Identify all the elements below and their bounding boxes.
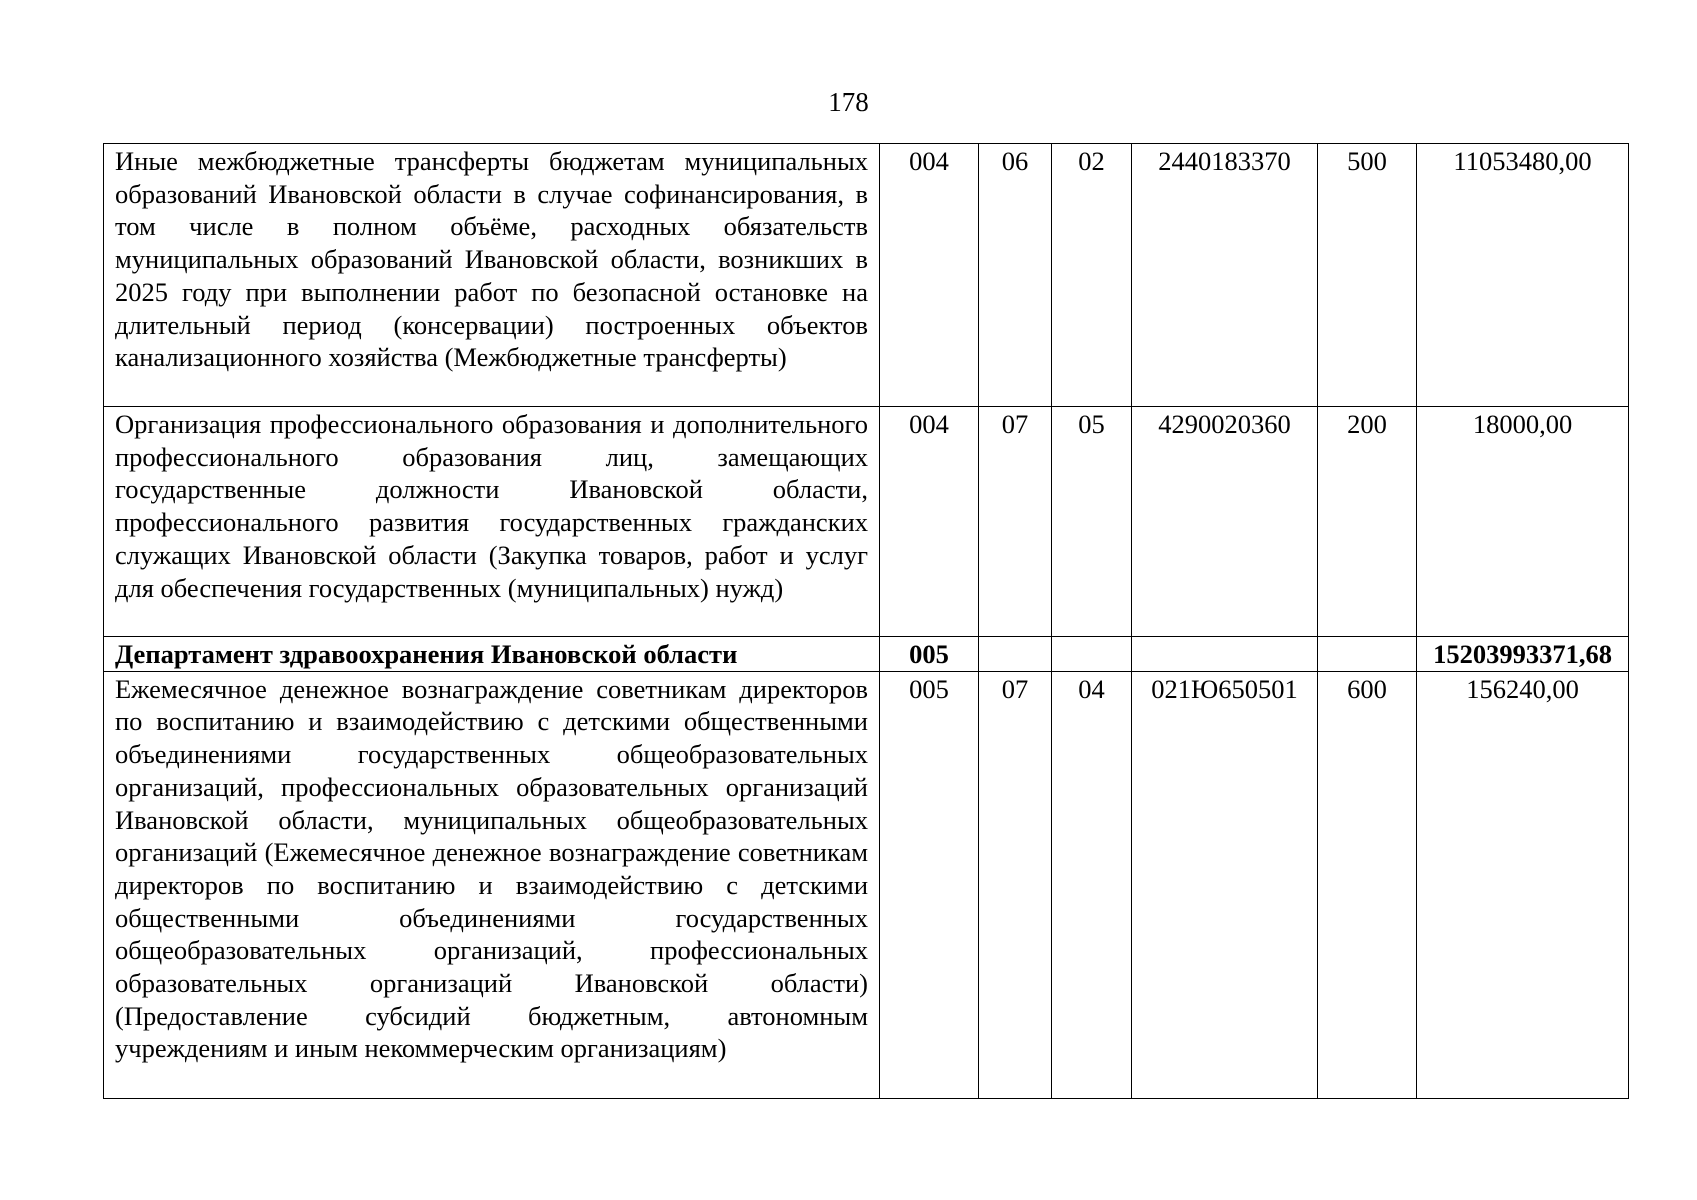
row-ministry-code: 004	[880, 407, 979, 637]
row-ministry-code: 005	[880, 671, 979, 1098]
row-name: Организация профессионального образования и дополнительного профессионального образования лиц, замещающих государственные должности Ивановской области, профессионального развития государственных гражданских служащих Ивановской области (Закупка товаров, работ и услуг для обеспечения государственных (муниципальных) нужд)	[104, 407, 880, 637]
row-expense-type: 200	[1318, 407, 1417, 637]
row-ministry-code: 004	[880, 144, 979, 407]
row-section-code: 07	[979, 671, 1052, 1098]
row-subsection-code: 02	[1052, 144, 1132, 407]
row-expense-type: 600	[1318, 671, 1417, 1098]
row-subsection-code: 04	[1052, 671, 1132, 1098]
row-expense-type	[1318, 637, 1417, 672]
table-row	[104, 407, 1629, 637]
row-subsection-code: 05	[1052, 407, 1132, 637]
row-target-article: 4290020360	[1132, 407, 1318, 637]
table-row	[104, 671, 1629, 1098]
row-expense-type: 500	[1318, 144, 1417, 407]
row-section-code: 07	[979, 407, 1052, 637]
row-target-article: 2440183370	[1132, 144, 1318, 407]
row-ministry-code: 005	[880, 637, 979, 672]
row-target-article: 021Ю650501	[1132, 671, 1318, 1098]
table-row	[104, 144, 1629, 407]
row-name: Иные межбюджетные трансферты бюджетам муниципальных образований Ивановской области в случае софинансирования, в том числе в полном объёме, расходных обязательств муниципальных образований Ивановской области, возникших в 2025 году при выполнении работ по безопасной остановке на длительный период (консервации) построенных объектов канализационного хозяйства (Межбюджетные трансферты)	[104, 144, 880, 407]
row-amount: 11053480,00	[1417, 144, 1629, 407]
row-section-code: 06	[979, 144, 1052, 407]
page-number: 178	[828, 87, 869, 117]
row-amount: 15203993371,68	[1417, 637, 1629, 672]
row-name: Департамент здравоохранения Ивановской области	[104, 637, 880, 672]
row-target-article	[1132, 637, 1318, 672]
row-amount: 18000,00	[1417, 407, 1629, 637]
row-subsection-code	[1052, 637, 1132, 672]
budget-table	[103, 143, 1629, 1099]
row-name: Ежемесячное денежное вознаграждение советникам директоров по воспитанию и взаимодействию с детскими общественными объединениями государственных общеобразовательных организаций, профессиональных образовательных организаций Ивановской области, муниципальных общеобразовательных организаций (Ежемесячное денежное вознаграждение советникам директоров по воспитанию и взаимодействию с детскими общественными объединениями государственных общеобразовательных организаций, профессиональных образовательных организаций Ивановской области) (Предоставление субсидий бюджетным, автономным учреждениям и иным некоммерческим организациям)	[104, 671, 880, 1098]
row-section-code	[979, 637, 1052, 672]
table-row-department	[104, 637, 1629, 672]
row-amount: 156240,00	[1417, 671, 1629, 1098]
